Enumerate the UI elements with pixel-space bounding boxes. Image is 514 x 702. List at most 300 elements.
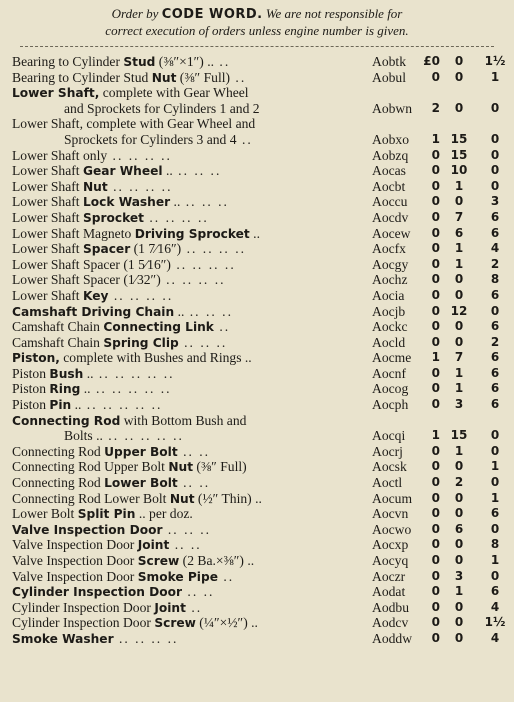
part-text: .. per doz. xyxy=(135,506,193,522)
part-row xyxy=(0,335,514,351)
part-description xyxy=(12,148,172,164)
price-pounds: 0 xyxy=(431,272,440,287)
price-pounds: 0 xyxy=(431,241,440,256)
part-keyword: Smoke Washer xyxy=(12,631,114,646)
part-text: Lower Shaft xyxy=(12,194,83,210)
part-text: Valve Inspection Door xyxy=(12,537,138,553)
price-pounds: 0 xyxy=(431,475,440,490)
code-word: Aobzq xyxy=(372,147,409,163)
part-description xyxy=(12,413,246,430)
price-pounds: 0 xyxy=(431,303,440,318)
header-divider xyxy=(20,46,494,47)
price-pounds: 0 xyxy=(431,69,440,84)
code-word: Aocqi xyxy=(372,428,406,444)
price-pounds: 0 xyxy=(431,506,440,521)
leader-dots: .. .. .. xyxy=(172,163,222,179)
part-description xyxy=(12,350,252,367)
part-text: (⅜″ Full) xyxy=(176,69,231,85)
part-keyword: Joint xyxy=(137,538,170,553)
price-shillings: 0 xyxy=(454,54,464,68)
part-row xyxy=(0,116,514,132)
part-description xyxy=(12,179,172,196)
part-keyword: Piston, xyxy=(12,351,60,366)
price-pence: 2 xyxy=(490,334,500,349)
price-pounds: 0 xyxy=(431,553,440,567)
price-pounds: 0 xyxy=(431,225,440,240)
part-description xyxy=(12,475,210,492)
part-row xyxy=(0,304,514,320)
code-word: Aocia xyxy=(372,287,405,303)
price-pence: 0 xyxy=(490,178,500,193)
price-pounds: 0 xyxy=(431,568,440,583)
part-text: .. xyxy=(174,303,185,319)
part-row xyxy=(0,272,514,288)
price-shillings: 15 xyxy=(450,131,468,146)
part-text: (1 7⁄16″) xyxy=(130,241,182,257)
part-row xyxy=(0,522,514,538)
part-description xyxy=(12,491,262,508)
part-row xyxy=(0,132,514,148)
part-description xyxy=(12,241,246,258)
part-text: Piston xyxy=(12,397,50,413)
part-description xyxy=(12,600,202,617)
part-description xyxy=(12,522,211,539)
price-pence: 0 xyxy=(490,475,500,490)
part-keyword: Lower Shaft, xyxy=(12,86,100,101)
price-pence: 0 xyxy=(490,131,500,146)
part-row xyxy=(0,85,514,101)
part-text: Lower Shaft xyxy=(12,241,83,257)
part-text: Lower Shaft xyxy=(12,163,83,179)
price-pounds: 0 xyxy=(431,163,440,178)
part-text: complete with Bushes and Rings .. xyxy=(59,350,252,366)
price-pence: 6 xyxy=(490,350,500,365)
code-word: Aoctl xyxy=(372,475,403,491)
notice-line-1 xyxy=(0,6,514,23)
price-pence: 1½ xyxy=(484,615,506,630)
part-description xyxy=(12,537,202,554)
parts-list xyxy=(0,54,514,647)
leader-dots: .. .. .. .. .. xyxy=(90,381,172,397)
part-description xyxy=(12,553,254,570)
price-shillings: 3 xyxy=(454,568,464,583)
part-row xyxy=(0,553,514,569)
part-text: Valve Inspection Door xyxy=(12,553,138,568)
price-shillings: 0 xyxy=(454,490,464,505)
code-word: Aocgy xyxy=(372,256,409,272)
price-pounds: 0 xyxy=(431,490,440,505)
price-pounds: 0 xyxy=(431,319,440,334)
part-row xyxy=(0,600,514,616)
price-pence: 0 xyxy=(490,428,500,443)
price-pence: 6 xyxy=(490,397,500,412)
leader-dots: .. xyxy=(236,131,253,147)
part-text: Sprockets for Cylinders 3 and 4 xyxy=(64,131,237,147)
part-description xyxy=(12,397,162,414)
part-row xyxy=(0,413,514,429)
part-keyword: Spacer xyxy=(82,242,131,257)
leader-dots: .. .. .. .. xyxy=(107,178,173,194)
code-word: Aocyq xyxy=(372,553,409,568)
code-word: Aocxp xyxy=(372,537,409,553)
part-row xyxy=(0,397,514,413)
leader-dots: .. .. .. .. xyxy=(170,256,236,272)
price-pence: 1½ xyxy=(484,54,506,68)
leader-dots: .. .. .. xyxy=(184,303,233,319)
part-row xyxy=(0,194,514,210)
price-shillings: 6 xyxy=(454,225,464,240)
part-keyword: Driving Sprocket xyxy=(134,226,250,241)
part-keyword: Sprocket xyxy=(82,210,144,225)
price-pounds: 1 xyxy=(431,131,440,146)
price-pence: 1 xyxy=(490,553,500,567)
part-row xyxy=(0,54,514,70)
price-pounds: 0 xyxy=(431,630,440,645)
leader-dots: .. .. .. .. xyxy=(143,209,209,225)
price-pence: 8 xyxy=(490,537,500,552)
part-text: Connecting Rod xyxy=(12,443,105,459)
part-row xyxy=(0,257,514,273)
code-word: Aocrj xyxy=(372,443,403,459)
price-pence: 6 xyxy=(490,365,500,380)
part-row xyxy=(0,631,514,647)
part-description xyxy=(12,288,173,305)
code-word: Aocvn xyxy=(372,506,409,522)
code-word: Aocjb xyxy=(372,303,406,319)
leader-dots: .. xyxy=(213,319,231,335)
part-row xyxy=(0,179,514,195)
part-text: .. xyxy=(170,194,181,210)
price-shillings: 0 xyxy=(454,506,464,521)
price-pence: 6 xyxy=(490,381,500,396)
price-pence: 6 xyxy=(490,506,500,521)
part-keyword: Nut xyxy=(82,179,108,194)
price-pence: 0 xyxy=(490,163,500,178)
price-pence: 6 xyxy=(490,584,500,599)
part-row xyxy=(0,584,514,600)
part-text: Camshaft Chain xyxy=(12,319,104,335)
leader-dots: .. .. .. .. xyxy=(160,272,226,288)
price-shillings: 2 xyxy=(454,475,464,490)
part-keyword: Gear Wheel xyxy=(82,164,163,179)
price-shillings: 7 xyxy=(454,209,464,224)
price-shillings: 15 xyxy=(450,428,468,443)
price-pence: 0 xyxy=(490,147,500,162)
part-text: Connecting Rod Upper Bolt xyxy=(12,459,169,475)
part-description xyxy=(12,210,209,227)
price-pence: 0 xyxy=(490,100,500,115)
code-word: Aocbt xyxy=(372,178,406,194)
part-text: (⅜″×1″) .. xyxy=(155,54,215,69)
part-text: Lower Shaft xyxy=(12,209,83,225)
part-description xyxy=(12,54,230,71)
code-word: Aoccu xyxy=(372,194,408,210)
order-notice xyxy=(0,0,514,50)
part-keyword: Pin xyxy=(49,398,72,413)
leader-dots: .. .. xyxy=(177,475,211,491)
price-pence: 4 xyxy=(490,599,500,614)
part-text: Bolts .. xyxy=(64,428,103,444)
code-word: Aocfx xyxy=(372,241,406,257)
part-keyword: Nut xyxy=(151,70,177,85)
part-text: Connecting Rod Lower Bolt xyxy=(12,490,170,506)
part-text: Lower Shaft Magneto xyxy=(12,225,135,241)
price-pounds: 0 xyxy=(431,521,440,536)
price-pounds: 0 xyxy=(431,443,440,458)
part-keyword: Split Pin xyxy=(77,507,136,522)
price-shillings: 1 xyxy=(454,178,464,193)
code-word: Aocph xyxy=(372,397,409,413)
code-word: Aocwo xyxy=(372,521,412,537)
leader-dots: .. .. .. xyxy=(178,334,228,350)
part-row xyxy=(0,506,514,522)
part-row xyxy=(0,226,514,242)
part-row xyxy=(0,350,514,366)
part-text: .. xyxy=(71,397,82,413)
part-row xyxy=(0,210,514,226)
part-description xyxy=(12,272,226,288)
part-text: Lower Shaft Spacer (1 5⁄16″) xyxy=(12,256,171,272)
price-pence: 1 xyxy=(490,490,500,505)
part-keyword: Upper Bolt xyxy=(104,444,178,459)
price-pence: 4 xyxy=(490,241,500,256)
code-word: Aobwn xyxy=(372,100,413,116)
part-text: Lower Shaft xyxy=(12,178,83,194)
part-keyword: Connecting Rod xyxy=(12,413,121,428)
price-pounds: 0 xyxy=(431,584,440,599)
leader-dots: .. .. .. .. xyxy=(181,241,246,257)
price-shillings: 1 xyxy=(454,256,464,271)
part-keyword: Smoke Pipe xyxy=(137,569,218,584)
part-description xyxy=(12,304,233,321)
part-keyword: Spring Clip xyxy=(103,335,179,350)
price-pounds: 0 xyxy=(431,599,440,614)
price-pounds: 0 xyxy=(431,287,440,302)
part-text: (¼″×½″) .. xyxy=(195,615,258,631)
price-shillings: 0 xyxy=(454,615,464,630)
price-pence: 2 xyxy=(490,256,500,271)
part-keyword: Stud xyxy=(123,55,156,69)
code-word: Aoddw xyxy=(372,630,413,646)
code-word: Aocew xyxy=(372,225,411,241)
price-shillings: 6 xyxy=(454,521,464,536)
notice-text-pre: Order by xyxy=(111,6,162,21)
part-description xyxy=(12,584,214,601)
part-row xyxy=(0,428,514,444)
part-keyword: Ring xyxy=(49,382,81,397)
code-word: Aobtk xyxy=(372,54,406,69)
price-pounds: 1 xyxy=(431,428,440,443)
part-text: with Bottom Bush and xyxy=(120,412,247,428)
part-row xyxy=(0,569,514,585)
code-word: Aocdv xyxy=(372,209,409,225)
part-text: .. xyxy=(162,163,173,179)
part-keyword: Key xyxy=(82,288,109,303)
leader-dots: .. .. .. .. .. xyxy=(102,428,184,444)
code-word: Aocnf xyxy=(372,365,406,381)
price-pounds: £0 xyxy=(423,54,440,68)
part-text: .. xyxy=(80,381,91,397)
part-keyword: Camshaft Driving Chain xyxy=(12,304,175,319)
part-description xyxy=(12,506,193,523)
part-text: Connecting Rod xyxy=(12,475,105,491)
price-shillings: 0 xyxy=(454,194,464,209)
code-word: Aodbu xyxy=(372,599,410,615)
part-text: Cylinder Inspection Door xyxy=(12,599,155,615)
part-row xyxy=(0,537,514,553)
part-row xyxy=(0,444,514,460)
notice-text-post: We are not responsible for xyxy=(262,6,403,21)
part-text: Lower Shaft, complete with Gear Wheel and xyxy=(12,116,256,132)
part-description xyxy=(12,335,227,352)
price-pounds: 0 xyxy=(431,209,440,224)
part-row xyxy=(0,148,514,164)
part-row xyxy=(0,288,514,304)
part-description xyxy=(12,319,230,336)
price-pence: 3 xyxy=(490,194,500,209)
part-text: Lower Shaft only xyxy=(12,147,108,163)
part-row xyxy=(0,366,514,382)
part-description xyxy=(12,85,249,102)
leader-dots: .. xyxy=(214,54,231,69)
code-word: Aocas xyxy=(372,163,406,179)
part-row xyxy=(0,101,514,117)
leader-dots: .. .. .. .. xyxy=(108,287,174,303)
price-shillings: 1 xyxy=(454,443,464,458)
part-row xyxy=(0,319,514,335)
code-word: Aochz xyxy=(372,272,408,288)
part-keyword: Valve Inspection Door xyxy=(12,522,163,537)
code-word: Aocld xyxy=(372,334,406,350)
part-text: Piston xyxy=(12,365,50,381)
notice-code-word: CODE WORD. xyxy=(161,7,263,22)
part-description xyxy=(12,569,234,586)
part-text: complete with Gear Wheel xyxy=(99,85,249,101)
price-shillings: 0 xyxy=(454,630,464,645)
part-description xyxy=(12,631,178,648)
code-word: Aocsk xyxy=(372,459,407,475)
part-description xyxy=(12,116,255,132)
leader-dots: .. .. xyxy=(182,584,215,600)
price-pounds: 0 xyxy=(431,381,440,396)
part-keyword: Nut xyxy=(168,460,194,475)
part-keyword: Connecting Link xyxy=(103,320,214,335)
part-row xyxy=(0,70,514,86)
leader-dots: .. .. .. xyxy=(180,194,229,210)
part-row xyxy=(0,163,514,179)
part-description xyxy=(12,615,258,632)
part-text: Camshaft Chain xyxy=(12,334,104,350)
part-keyword: Lock Washer xyxy=(82,195,171,210)
leader-dots: .. .. .. .. .. xyxy=(93,365,175,381)
part-text: Piston xyxy=(12,381,50,397)
part-description xyxy=(12,444,210,461)
part-text: Bearing to Cylinder xyxy=(12,54,124,69)
part-description xyxy=(64,101,260,117)
part-text: (2 Ba.×⅜″) .. xyxy=(179,553,255,568)
part-description xyxy=(12,163,221,180)
part-text: Lower Bolt xyxy=(12,506,78,522)
price-shillings: 1 xyxy=(454,584,464,599)
price-shillings: 0 xyxy=(454,272,464,287)
leader-dots: .. .. .. xyxy=(162,521,212,537)
code-word: Aocme xyxy=(372,350,412,366)
leader-dots: .. xyxy=(230,69,247,85)
price-shillings: 0 xyxy=(454,553,464,567)
price-shillings: 1 xyxy=(454,381,464,396)
price-shillings: 0 xyxy=(454,100,464,115)
price-pounds: 0 xyxy=(431,194,440,209)
price-pounds: 2 xyxy=(431,100,440,115)
price-pounds: 0 xyxy=(431,615,440,630)
part-text: Cylinder Inspection Door xyxy=(12,615,155,631)
part-description xyxy=(12,381,172,398)
price-shillings: 0 xyxy=(454,537,464,552)
part-text: .. xyxy=(249,225,260,241)
leader-dots: .. .. xyxy=(177,443,211,459)
part-keyword: Bush xyxy=(49,366,84,381)
price-pounds: 0 xyxy=(431,459,440,474)
price-pence: 1 xyxy=(490,69,500,84)
price-pounds: 0 xyxy=(431,178,440,193)
price-shillings: 10 xyxy=(450,163,468,178)
price-shillings: 15 xyxy=(450,147,468,162)
part-row xyxy=(0,475,514,491)
part-description xyxy=(12,257,236,273)
price-pounds: 0 xyxy=(431,365,440,380)
price-pence: 0 xyxy=(490,303,500,318)
price-pence: 6 xyxy=(490,225,500,240)
code-word: Aobxo xyxy=(372,131,410,147)
price-shillings: 0 xyxy=(454,459,464,474)
part-description xyxy=(12,70,246,87)
notice-line-2: correct execution of orders unless engine number is given. xyxy=(105,23,409,38)
part-text: (½″ Thin) .. xyxy=(194,490,262,506)
price-pence: 6 xyxy=(490,287,500,302)
code-word: Aocum xyxy=(372,490,413,506)
code-word: Aodcv xyxy=(372,615,409,631)
price-shillings: 7 xyxy=(454,350,464,365)
price-pounds: 0 xyxy=(431,147,440,162)
part-text: Lower Shaft xyxy=(12,287,83,303)
price-pence: 1 xyxy=(490,459,500,474)
price-shillings: 12 xyxy=(450,303,468,318)
part-row xyxy=(0,615,514,631)
part-description xyxy=(12,459,247,476)
price-pence: 8 xyxy=(490,272,500,287)
price-shillings: 0 xyxy=(454,287,464,302)
price-pounds: 1 xyxy=(431,350,440,365)
part-keyword: Screw xyxy=(154,616,196,631)
price-shillings: 1 xyxy=(454,241,464,256)
price-shillings: 0 xyxy=(454,334,464,349)
code-word: Aoczr xyxy=(372,568,406,584)
part-text: Bearing to Cylinder Stud xyxy=(12,69,152,85)
price-pounds: 0 xyxy=(431,334,440,349)
leader-dots: .. .. .. .. .. xyxy=(81,397,163,413)
code-word: Aockc xyxy=(372,319,408,335)
leader-dots: .. xyxy=(217,568,235,584)
leader-dots: .. .. xyxy=(169,537,202,553)
part-description xyxy=(12,226,260,243)
price-pounds: 0 xyxy=(431,256,440,271)
leader-dots: .. .. .. .. xyxy=(113,630,179,646)
part-text: Valve Inspection Door xyxy=(12,568,138,584)
price-shillings: 0 xyxy=(454,69,464,84)
price-shillings: 3 xyxy=(454,397,464,412)
part-keyword: Joint xyxy=(154,600,186,615)
price-pence: 6 xyxy=(490,319,500,334)
